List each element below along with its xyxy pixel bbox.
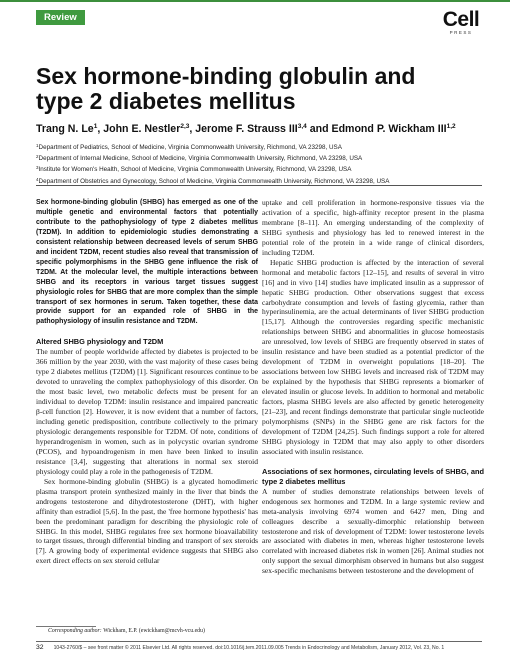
- author-name: John E. Nestler: [103, 123, 181, 135]
- body-paragraph: A number of studies demonstrate relationships between levels of endogenous sex hormones and T2DM. In a large systemic review and meta-analysis involving 6974 women and 6427 men, Ding and colleagues describe a sexually-dimorphic relationship between testosterone and risk of development of T2DM: lower testosterone levels are associated with diabetes in men, whereas higher testosterone levels correlated with increased diabetes risk in women [26]. Animal studies not only support the sexual dimorphism observed in humans but also suggest sex-specific mechanisms between testosterone and the development of: [262, 486, 484, 576]
- body-paragraph: Sex hormone-binding globulin (SHBG) is a glycated homodimeric plasma transport protein synthesized mainly in the liver that binds the androgens testosterone and dihydrotestosterone (DHT), with higher affinity than estradiol [5,6]. In the past, the 'free hormone hypothesis' has been the predominant paradigm for describing the physiologic role of SHBG. In this model, SHBG regulates free sex hormone bioavailability to target tissues, through differential binding and transport of sex steroids [7]. A growing body of experimental evidence suggests that SHBG also exert direct effects on sex steroid cellular: [36, 476, 258, 566]
- author-separator: ,: [97, 123, 104, 135]
- author-list: [36, 120, 496, 136]
- affiliation-text: Department of Internal Medicine, School of Medicine, Virginia Commonwealth University, Richmond, VA 23298, USA: [38, 155, 363, 163]
- body-paragraph: The number of people worldwide affected by diabetes is projected to be 366 million by the year 2030, with the vast majority of these cases being type 2 diabetes mellitus (T2DM) [1]. Significant resources continue to be devoted to unraveling the complex pathophysiology of this disorder. On the most basic level, two metabolic defects must be present for an individual to develop T2DM: insulin resistance and impaired pancreatic β-cell function [2]. However, it is now evident that a number of factors, including genetic predisposition, contribute collectively to the primary physiologic derangements responsible for T2DM. Of note, conditions of hyperandrogenism in women, such as in polycystic ovarian syndrome (PCOS), and hypoandrogenism in men have been linked to insulin resistance [3,4], suggesting that alterations in normal sex steroid physiology could play a role in the pathogenesis of T2DM.: [36, 347, 258, 476]
- affiliation-number: 4: [36, 176, 39, 182]
- top-rule: [0, 0, 510, 2]
- author-affiliation-ref: 2,3: [180, 123, 190, 130]
- logo-subtitle: PRESS: [449, 30, 473, 35]
- left-column: [36, 198, 258, 566]
- author-name: Jerome F. Strauss III: [195, 123, 298, 135]
- publisher-logo: [441, 10, 481, 35]
- title-line-2: type 2 diabetes mellitus: [36, 88, 296, 114]
- affiliation-list: [36, 141, 496, 186]
- corresponding-label: Corresponding author:: [48, 628, 102, 634]
- affiliation-item: [36, 163, 496, 174]
- corresponding-author-note: [48, 628, 205, 634]
- affiliation-item: [36, 141, 496, 152]
- section-heading: Altered SHBG physiology and T2DM: [36, 337, 164, 347]
- section-heading: Associations of sex hormones, circulating levels of SHBG, and type 2 diabetes mellitus: [262, 466, 484, 486]
- section-tag: Review: [36, 10, 85, 25]
- affiliation-number: 1: [36, 143, 39, 148]
- affiliation-item: [36, 152, 496, 163]
- article-title: [36, 64, 476, 114]
- affiliation-divider: [36, 185, 482, 186]
- footnote-divider: [36, 626, 96, 627]
- logo-word: Cell: [442, 8, 480, 31]
- body-paragraph: uptake and cell proliferation in hormone-responsive tissues via the activation of a specific, high-affinity receptor present in the plasma membrane [8–11]. An emerging understanding of the complexity of SHBG synthesis and physiology has led to renewed interest in the potential role of the protein in a wide range of clinical disorders, including T2DM.: [262, 198, 484, 257]
- page-footer: [36, 644, 482, 652]
- affiliation-text: Department of Obstetrics and Gynecology, School of Medicine, Virginia Commonwealth University, Richmond, VA 23298, USA: [38, 177, 390, 185]
- body-paragraph: Hepatic SHBG production is affected by the interaction of several hormonal and metabolic factors [12–15], and results of several in vitro [16] and in vivo [14] studies have implicated insulin as a suppressor of hepatic SHBG production. Other observations suggest that excess carbohydrate consumption and levels of fasting glycemia, rather than hyperinsulinemia, are the actual determinants of liver SHBG production [15,17]. Although the controversies regarding specific mechanistic relationships between SHBG and abnormalities in glucose homeostasis are unresolved, low levels of SHBG are frequently observed in states of insulin resistance and have been studied as a potential predictor of the development of T2DM in overweight populations [18–20]. The associations between low SHBG levels and increased risk of T2DM may be explained by the hypothesis that SHBG represents a biomarker of elevated insulin or glucose levels. In addition to hormonal and metabolic factors, plasma SHBG levels are also affected by genetic heterogeneity [21–23], and recent findings demonstrate that particular single nucleotide polymorphisms (SNPs) in the SHBG gene are risk factors for the development of T2DM [24,25]. Such findings support a role for altered SHBG physiology in T2DM that may also apply to other disorders associated with insulin resistance.: [262, 257, 484, 456]
- author-affiliation-ref: 1: [93, 123, 98, 130]
- author-affiliation-ref: 1,2: [446, 123, 456, 130]
- title-line-1: Sex hormone-binding globulin and: [36, 63, 416, 89]
- affiliation-number: 3: [36, 165, 39, 171]
- affiliation-text: Department of Pediatrics, School of Medicine, Virginia Commonwealth University, Richmond, VA 23298, USA: [38, 144, 342, 151]
- footer-divider: [36, 641, 482, 642]
- author-name: Trang N. Le: [36, 123, 94, 135]
- right-column: [262, 198, 484, 576]
- page-number: 32: [36, 644, 44, 651]
- abstract: Sex hormone-binding globulin (SHBG) has emerged as one of the multiple genetic and environmental factors that potentially contribute to the pathophysiology of type 2 diabetes mellitus (T2DM). In addition to epidemiologic studies demonstrating a consistent relationship between decreased levels of serum SHBG and incident T2DM, recent studies also reveal that transmission of specific polymorphisms in the SHBG gene influence the risk of T2DM. At the molecular level, the multiple interactions between SHBG and its receptors in various target tissues suggest physiologic roles for SHBG that are more complex than the simple transport of sex hormones in serum. Taken together, these data provide support for an expanded role of SHBG in the pathophysiology of insulin resistance and T2DM.: [36, 199, 258, 326]
- affiliation-number: 2: [36, 154, 39, 160]
- corresponding-contact: Wickham, E.P. (ewickham@mcvh-vcu.edu): [103, 628, 205, 634]
- author-separator: ,: [189, 123, 196, 135]
- author-affiliation-ref: 3,4: [297, 123, 307, 130]
- affiliation-text: Institute for Women's Health, School of Medicine, Virginia Commonwealth University, Richmond, VA 23298, USA: [38, 166, 352, 174]
- author-separator: and: [306, 123, 332, 135]
- author-name: Edmond P. Wickham III: [331, 123, 447, 135]
- footer-citation: 1043-2760/$ – see front matter © 2011 Elsevier Ltd. All rights reserved. doi:10.1016/j.tem.2011.09.005 Trends in Endocrinology and Metabolism, January 2012, Vol. 23, No. 1: [53, 645, 445, 651]
